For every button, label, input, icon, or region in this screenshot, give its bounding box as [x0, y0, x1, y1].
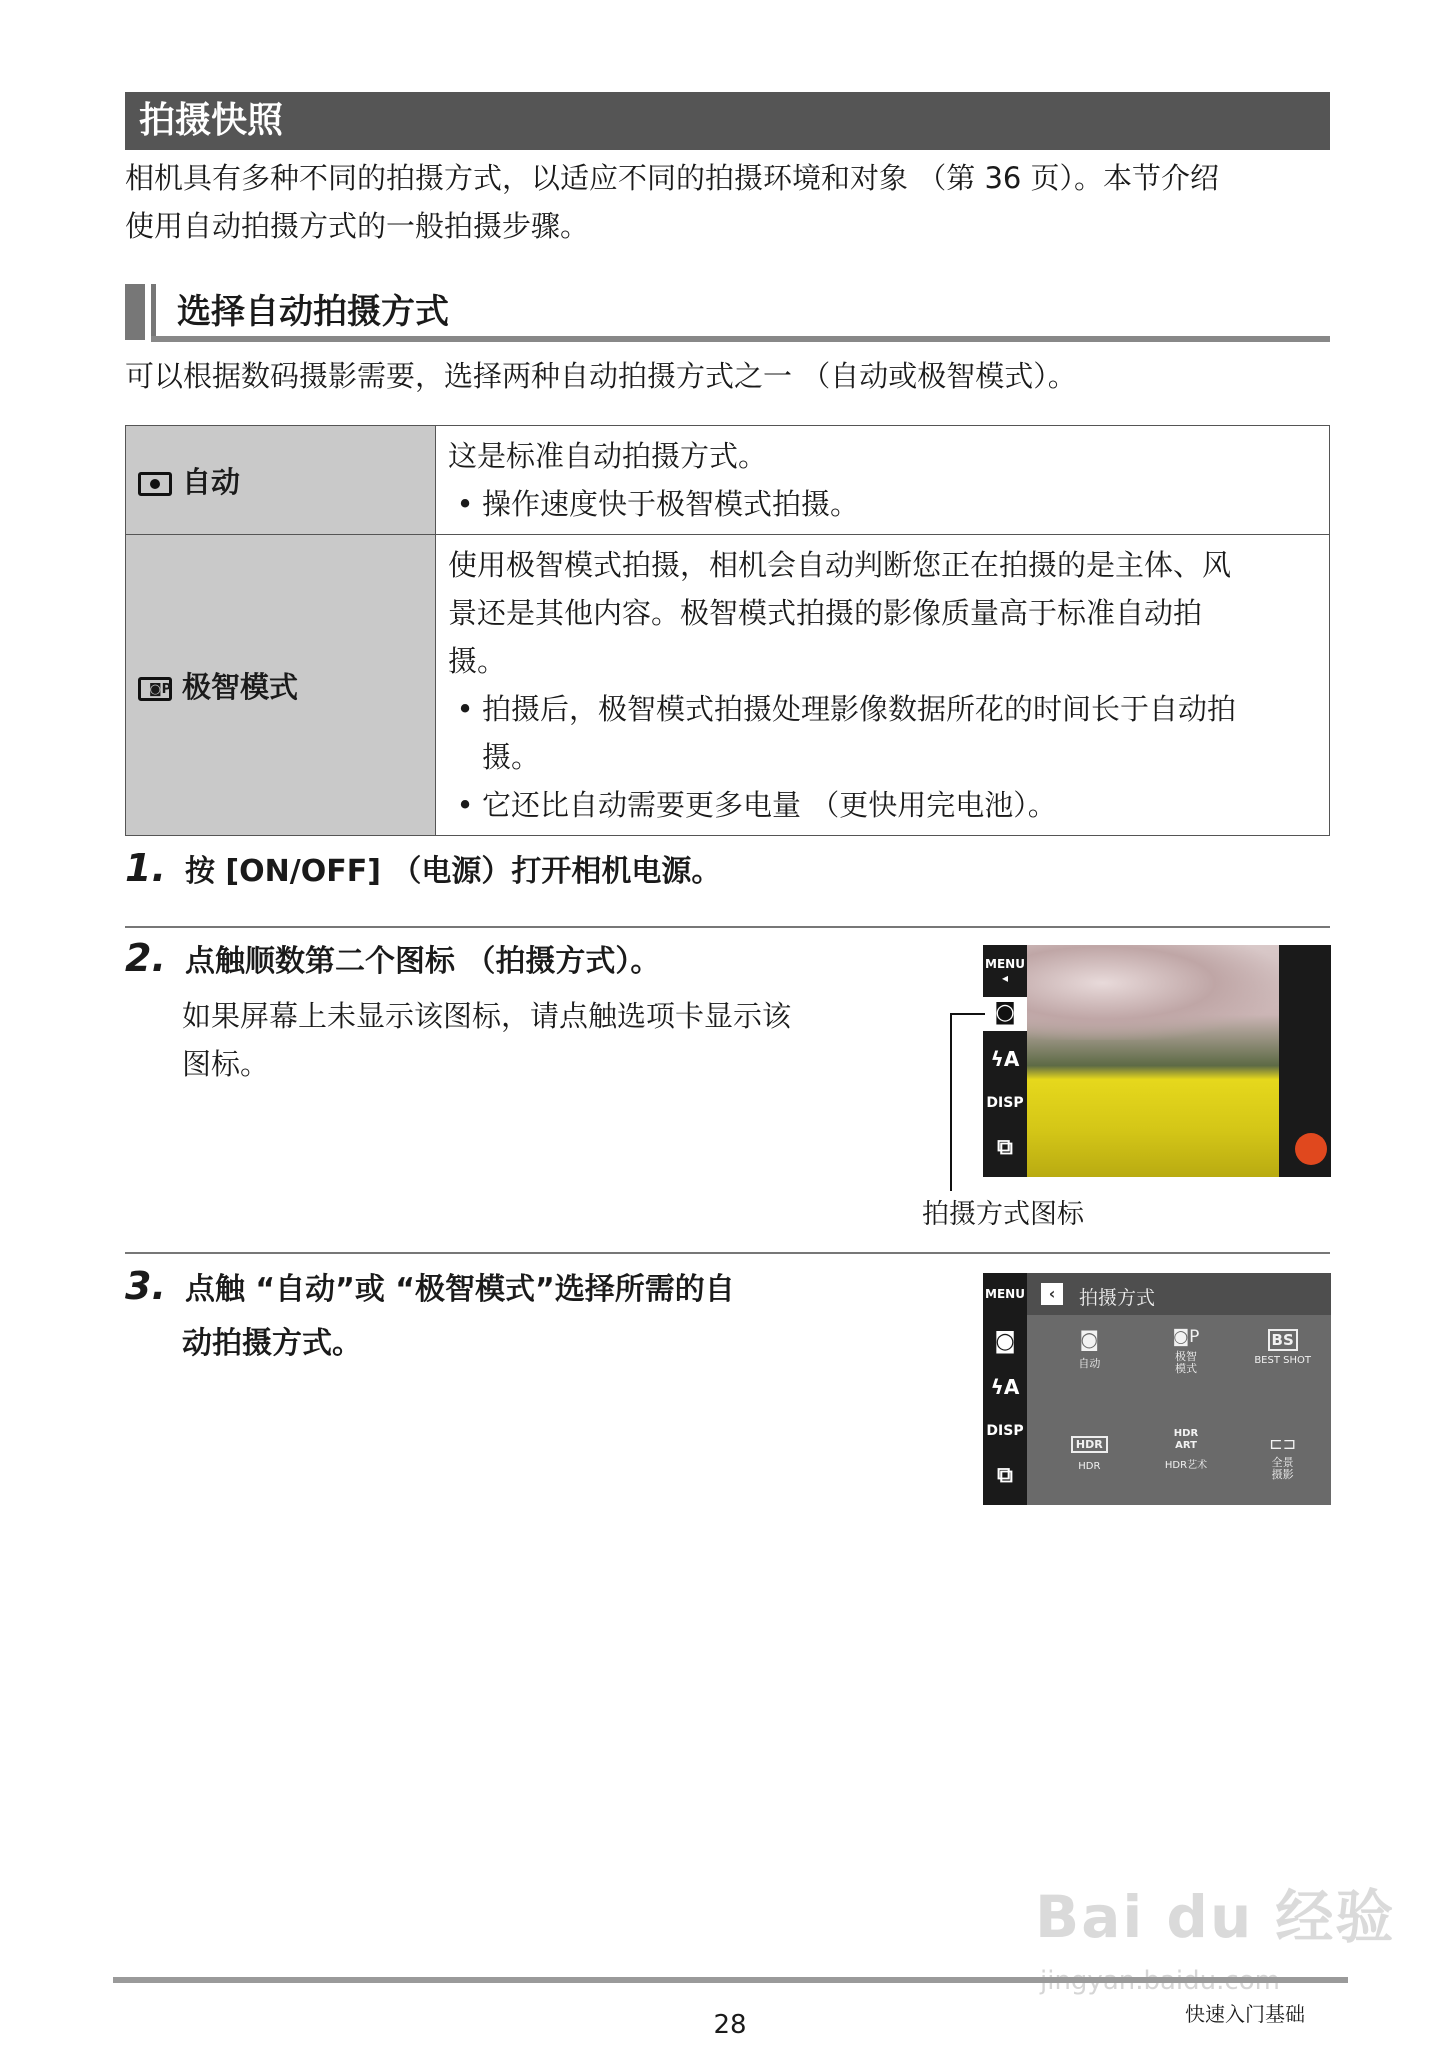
mode-description: [436, 535, 1330, 836]
desc-bullet-cont: 摄。: [482, 740, 541, 774]
movie-record-icon[interactable]: [1295, 1133, 1327, 1165]
footer-rule: [113, 1977, 1348, 1983]
page-number: 28: [713, 2010, 747, 2040]
mode-option-panorama[interactable]: ⊏⊐ 全景 摄影: [1234, 1414, 1331, 1505]
playback-icon[interactable]: ⧉: [997, 1463, 1013, 1488]
disp-button[interactable]: DISP: [986, 1423, 1024, 1439]
menu-title-bar: [983, 1273, 1331, 1315]
intro-line-1: 相机具有多种不同的拍摄方式，以适应不同的拍摄环境和对象 （第 36 页）。本节介绍: [125, 161, 1220, 195]
divider: [125, 926, 1330, 928]
desc-line: 摄。: [448, 644, 507, 678]
menu-title: 拍摄方式: [1079, 1287, 1156, 1309]
playback-icon[interactable]: ⧉: [997, 1135, 1013, 1160]
menu-button[interactable]: MENU: [985, 1287, 1025, 1301]
step-text-cont: 动拍摄方式。: [182, 1326, 362, 1361]
step-number: 2.: [125, 936, 166, 980]
intro-line-2: 使用自动拍摄方式的一般拍摄步骤。: [125, 209, 590, 243]
mode-option-hdr-art[interactable]: HDR ART HDR艺术: [1138, 1414, 1235, 1505]
step-text: 点触顺数第二个图标 （拍摄方式）。: [184, 944, 661, 979]
callout-line-h: [951, 1013, 985, 1015]
premium-auto-icon: ◙P: [1172, 1327, 1200, 1347]
callout-label: 拍摄方式图标: [922, 1199, 1084, 1230]
step-text: 按 [ON/OFF] （电源）打开相机电源。: [184, 854, 722, 889]
divider: [125, 1252, 1330, 1254]
callout-line-v: [950, 1013, 952, 1191]
mode-option-hdr[interactable]: HDR HDR: [1041, 1414, 1138, 1505]
subsection-intro: 可以根据数码摄影需要，选择两种自动拍摄方式之一 （自动或极智模式）。: [125, 359, 1077, 393]
mode-label: 极智模式: [182, 669, 299, 704]
camera-icon[interactable]: ◙: [994, 1000, 1016, 1025]
auto-mode-icon: [138, 472, 172, 496]
mode-description: [436, 426, 1330, 535]
back-icon[interactable]: ‹: [1041, 1283, 1063, 1305]
subsection-header: [125, 284, 1330, 342]
panorama-icon: ⊏⊐: [1269, 1434, 1297, 1453]
desc-bullet: • 拍摄后，极智模式拍摄处理影像数据所花的时间长于自动拍: [456, 692, 1237, 726]
mode-option-best-shot[interactable]: BS BEST SHOT: [1254, 1331, 1311, 1366]
header-marker: [125, 284, 145, 340]
hdr-art-icon: HDR ART: [1173, 1428, 1199, 1451]
step-3: [125, 1264, 735, 1308]
flash-auto-icon[interactable]: ϟA: [990, 1047, 1020, 1071]
mode-label: 自动: [182, 464, 241, 499]
desc-line: 景还是其他内容。极智模式拍摄的影像质量高于标准自动拍: [448, 596, 1203, 630]
disp-button[interactable]: DISP: [986, 1095, 1024, 1111]
camera-screen-2: [983, 1273, 1331, 1505]
detail-line: 图标。: [182, 1047, 270, 1081]
best-shot-icon: BS: [1268, 1329, 1298, 1351]
mode-label-cell: [126, 426, 436, 535]
mode-option-auto[interactable]: ◙ 自动: [1041, 1323, 1138, 1414]
step-number: 1.: [125, 846, 166, 890]
section-title: 拍摄快照: [125, 92, 1330, 150]
camera-icon[interactable]: ◙: [994, 1329, 1016, 1354]
mode-row-premium: [126, 535, 1330, 836]
mode-option-premium[interactable]: ◙P 极智 模式: [1138, 1323, 1235, 1414]
premium-auto-mode-icon: ◙P: [138, 677, 172, 701]
camera-screen-1: [983, 945, 1331, 1177]
desc-bullet: • 操作速度快于极智模式拍摄。: [456, 487, 860, 521]
step-2-detail: [182, 992, 791, 1088]
step-text: 点触 “自动”或 “极智模式”选择所需的自: [184, 1272, 735, 1307]
step-2: [125, 936, 660, 980]
modes-table: [125, 425, 1330, 836]
intro-paragraph: [125, 154, 1335, 250]
mode-grid: [1041, 1323, 1331, 1505]
desc-bullet: • 它还比自动需要更多电量 （更快用完电池）。: [456, 788, 1057, 822]
menu-button[interactable]: MENU ◂: [985, 957, 1025, 985]
footer-label: 快速入门基础: [1185, 2002, 1305, 2026]
flash-auto-icon[interactable]: ϟA: [990, 1375, 1020, 1399]
hdr-icon: HDR: [1071, 1436, 1108, 1453]
mode-label-cell: [126, 535, 436, 836]
desc-line: 这是标准自动拍摄方式。: [448, 439, 768, 473]
subsection-title: 选择自动拍摄方式: [177, 292, 449, 332]
mode-row-auto: [126, 426, 1330, 535]
cherry-blossom-trees: [1027, 945, 1279, 1040]
desc-line: 使用极智模式拍摄，相机会自动判断您正在拍摄的是主体、风: [448, 548, 1232, 582]
detail-line: 如果屏幕上未显示该图标，请点触选项卡显示该: [182, 999, 792, 1033]
baidu-watermark: Bai du 经验: [1035, 1883, 1396, 1951]
step-1: [125, 846, 721, 890]
camera-icon: ◙: [1079, 1327, 1100, 1351]
header-marker-thin: [151, 284, 156, 340]
step-number: 3.: [125, 1264, 166, 1308]
header-rule: [151, 336, 1330, 342]
